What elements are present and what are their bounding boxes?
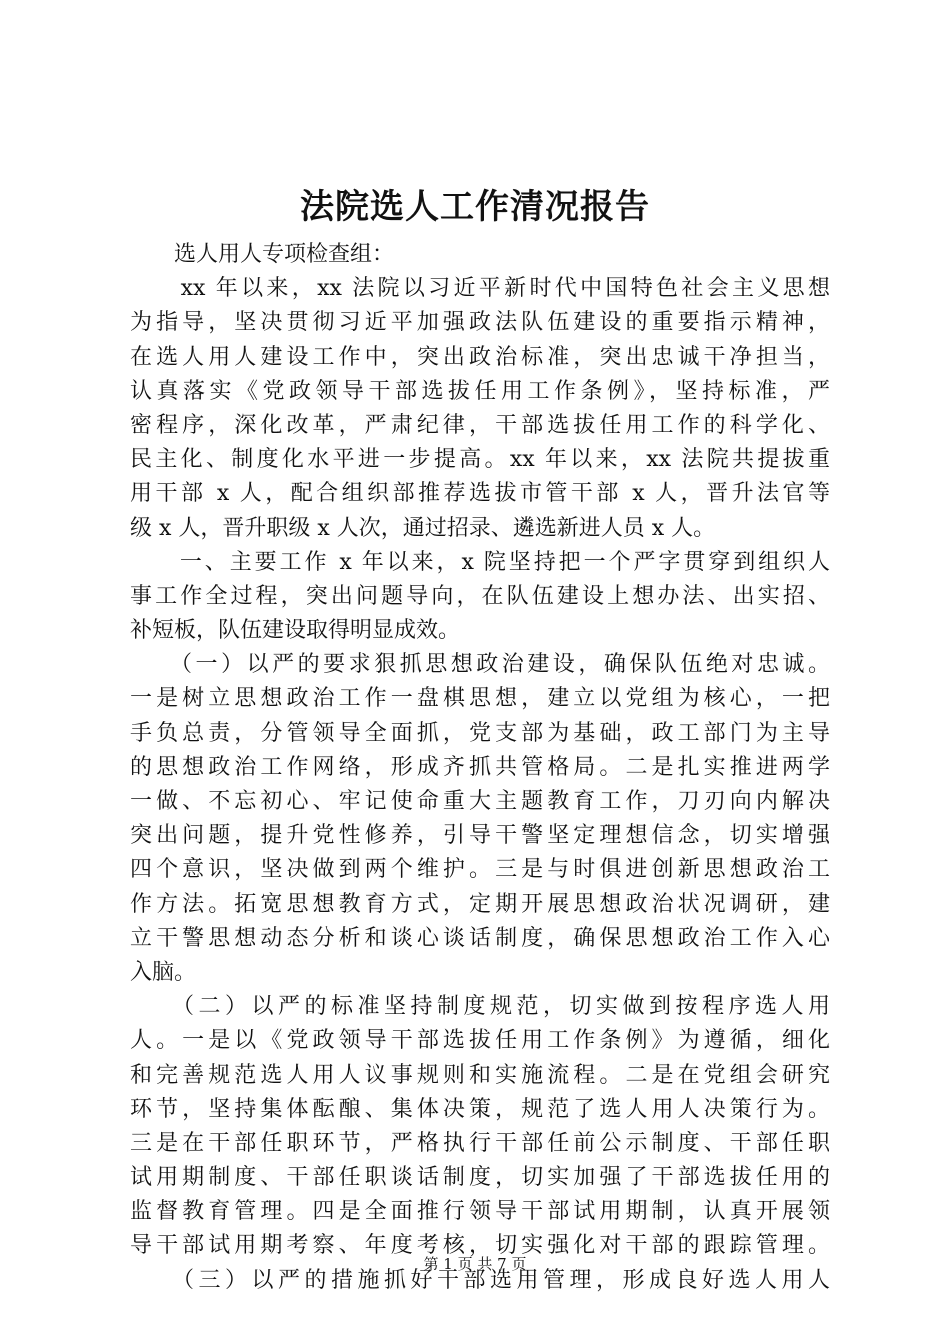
paragraph-line: 作方法。拓宽思想教育方式，定期开展思想政治状况调研，建 [130, 891, 830, 917]
paragraph-line: 四个意识，坚决做到两个维护。三是与时俱进创新思想政治工 [130, 857, 830, 883]
paragraph-line: 级 x 人，晋升职级 x 人次，通过招录、遴选新进人员 x 人。 [130, 515, 716, 541]
paragraph-line: 选人用人专项检查组： [130, 242, 395, 267]
paragraph-line: xx 年以来，xx 法院以习近平新时代中国特色社会主义思想 [130, 276, 830, 302]
paragraph-line: 在选人用人建设工作中，突出政治标准，突出忠诚干净担当， [130, 344, 830, 370]
paragraph-line: 环节，坚持集体酝酿、集体决策，规范了选人用人决策行为。 [130, 1096, 830, 1122]
paragraph-line: 导干部试用期考察、年度考核，切实强化对干部的跟踪管理。 [130, 1233, 830, 1259]
paragraph-line: 手负总责，分管领导全面抓，党支部为基础，政工部门为主导 [130, 720, 830, 746]
paragraph-line: 认真落实《党政领导干部选拔任用工作条例》，坚持标准，严 [130, 378, 830, 404]
paragraph-line: 为指导，坚决贯彻习近平加强政法队伍建设的重要指示精神， [130, 310, 830, 336]
paragraph-line: 的思想政治工作网络，形成齐抓共管格局。二是扎实推进两学 [130, 754, 830, 780]
paragraph-line: 民主化、制度化水平进一步提高。xx 年以来，xx 法院共提拔重 [130, 447, 830, 473]
paragraph-line: 突出问题，提升党性修养，引导干警坚定理想信念，切实增强 [130, 823, 830, 849]
paragraph-line: 三是在干部任职环节，严格执行干部任前公示制度、干部任职 [130, 1130, 830, 1156]
paragraph-line: 入脑。 [130, 959, 197, 985]
paragraph-line: 密程序，深化改革，严肃纪律，干部选拔任用工作的科学化、 [130, 412, 830, 438]
paragraph-line: 人。一是以《党政领导干部选拔任用工作条例》为遵循，细化 [130, 1028, 830, 1054]
document-title: 法院选人工作清况报告 [300, 187, 650, 227]
paragraph-line: 试用期制度、干部任职谈话制度，切实加强了干部选拔任用的 [130, 1165, 830, 1191]
paragraph-line: 补短板，队伍建设取得明显成效。 [130, 618, 461, 644]
paragraph-line: 用干部 x 人，配合组织部推荐选拔市管干部 x 人，晋升法官等 [130, 481, 830, 507]
paragraph-line: 一、主要工作 x 年以来，x 院坚持把一个严字贯穿到组织人 [130, 549, 830, 575]
paragraph-line: 一做、不忘初心、牢记使命重大主题教育工作，刀刃向内解决 [130, 789, 830, 814]
paragraph-line: 事工作全过程，突出问题导向，在队伍建设上想办法、出实招、 [130, 583, 830, 609]
paragraph-line: 监督教育管理。四是全面推行领导干部试用期制，认真开展领 [130, 1199, 830, 1225]
paragraph-line: 一是树立思想政治工作一盘棋思想，建立以党组为核心，一把 [130, 686, 830, 712]
paragraph-line: （一）以严的要求狠抓思想政治建设，确保队伍绝对忠诚。 [130, 652, 830, 678]
paragraph-line: 和完善规范选人用人议事规则和实施流程。二是在党组会研究 [130, 1062, 830, 1088]
page-footer: 第 1 页 共 7 页 [423, 1255, 527, 1273]
paragraph-line: （二）以严的标准坚持制度规范，切实做到按程序选人用 [130, 994, 830, 1020]
paragraph-line: （三）以严的措施抓好干部选用管理，形成良好选人用人 [130, 1267, 830, 1293]
document-body [130, 238, 830, 1298]
paragraph-line: 立干警思想动态分析和谈心谈话制度，确保思想政治工作入心 [130, 925, 830, 951]
